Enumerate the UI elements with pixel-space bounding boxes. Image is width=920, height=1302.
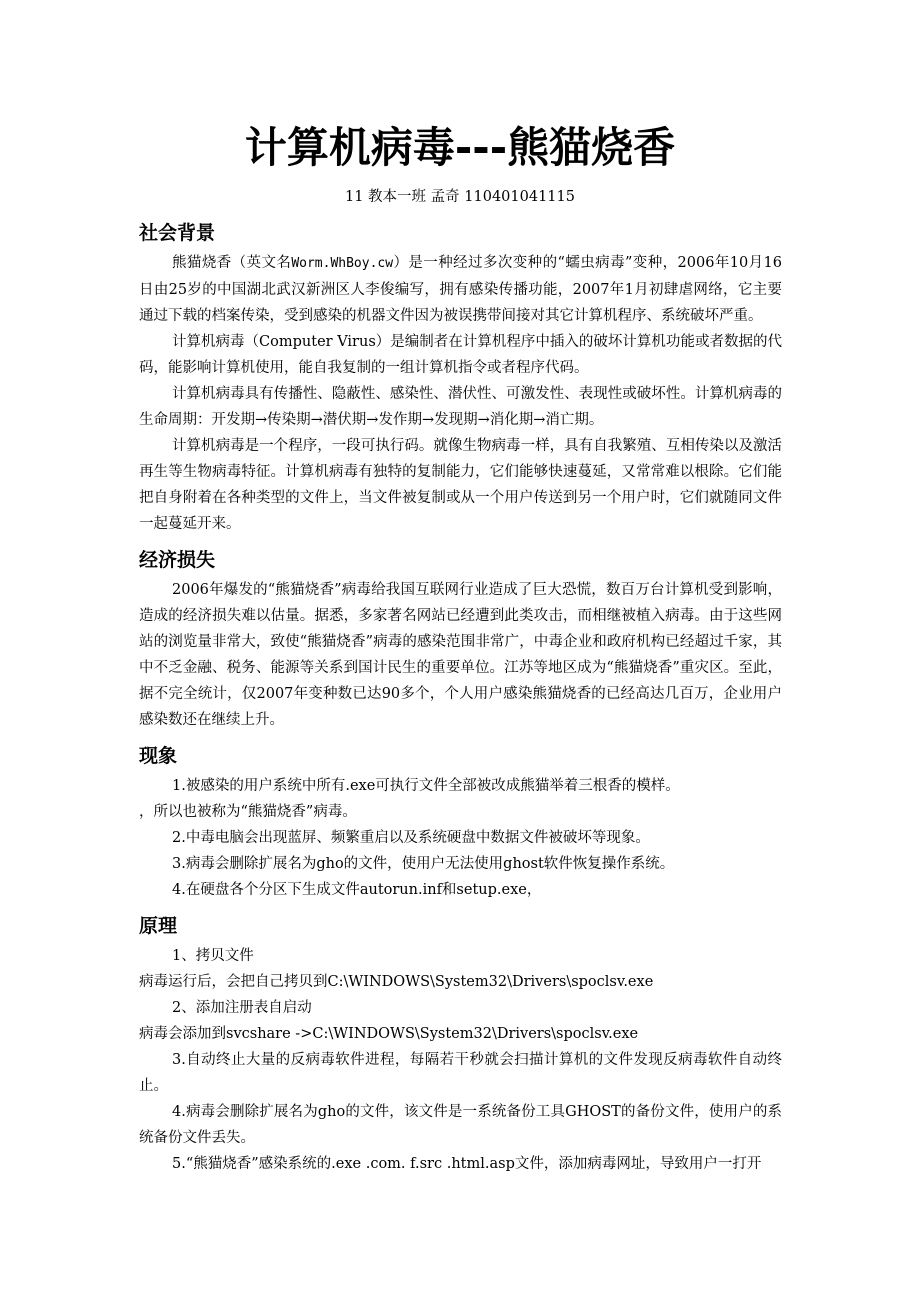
paragraph: 熊猫烧香（英文名Worm.WhBoy.cw）是一种经过多次变种的“蠕虫病毒”变种，2006年10月16日由25岁的中国湖北武汉新洲区人李俊编写，拥有感染传播功能，2007年1月初肆虐网络，它主要通过下载的档案传染，受到感染的机器文件因为被误携带间接对其它计算机程序、系统破坏严重。 — [139, 255, 782, 324]
section-heading-symptoms: 现象 — [139, 745, 178, 767]
paragraph: 2006年爆发的“熊猫烧香”病毒给我国互联网行业造成了巨大恐慌，数百万台计算机受到影响，造成的经济损失难以估量。据悉，多家著名网站已经遭到此类攻击，而相继被植入病毒。由于这些网站的浏览量非常大，致使“熊猫烧香”病毒的感染范围非常广，中毒企业和政府机构已经超过千家，其中不乏金融、税务、能源等关系到国计民生的重要单位。江苏等地区成为“熊猫烧香”重灾区。至此，据不完全统计，仅2007年变种数已达90多个，个人用户感染熊猫烧香的已经高达几百万，企业用户感染数还在继续上升。 — [139, 582, 782, 728]
document-body — [139, 216, 782, 1177]
document-title: 计算机病毒---熊猫烧香 — [244, 123, 676, 172]
paragraph: 计算机病毒具有传播性、隐蔽性、感染性、潜伏性、可激发性、表现性或破坏性。计算机病毒的生命周期：开发期→传染期→潜伏期→发作期→发现期→消化期→消亡期。 — [139, 386, 782, 428]
symptom-line: 4.在硬盘各个分区下生成文件autorun.inf和setup.exe， — [172, 882, 542, 898]
principle-line: 病毒运行后，会把自己拷贝到C:\WINDOWS\System32\Drivers\spoclsv.exe — [139, 974, 654, 990]
principle-line: 病毒会添加到svcshare ->C:\WINDOWS\System32\Drivers\spoclsv.exe — [139, 1026, 639, 1042]
principle-line: 1、拷贝文件 — [172, 948, 254, 964]
paragraph: 计算机病毒（Computer Virus）是编制者在计算机程序中插入的破坏计算机功能或者数据的代码，能影响计算机使用，能自我复制的一组计算机指令或者程序代码。 — [139, 334, 782, 376]
symptom-line: 1.被感染的用户系统中所有.exe可执行文件全部被改成熊猫举着三根香的模样。 — [172, 778, 680, 794]
symptom-line: 3.病毒会删除扩展名为gho的文件，使用户无法使用ghost软件恢复操作系统。 — [172, 856, 675, 872]
symptom-line: ，所以也被称为“熊猫烧香”病毒。 — [139, 804, 357, 820]
section-heading-economic-loss: 经济损失 — [139, 549, 216, 571]
principle-line: 3.自动终止大量的反病毒软件进程，每隔若干秒就会扫描计算机的文件发现反病毒软件自动终止。 — [139, 1052, 782, 1094]
paragraph: 计算机病毒是一个程序，一段可执行码。就像生物病毒一样，具有自我繁殖、互相传染以及激活再生等生物病毒特征。计算机病毒有独特的复制能力，它们能够快速蔓延，又常常难以根除。它们能把自身附着在各种类型的文件上，当文件被复制或从一个用户传送到另一个用户时，它们就随同文件一起蔓延开来。 — [139, 438, 782, 532]
section-heading-principle: 原理 — [139, 915, 178, 937]
principle-line: 5.“熊猫烧香”感染系统的.exe .com. f.src .html.asp文件，添加病毒网址，导致用户一打开 — [172, 1156, 762, 1172]
principle-line: 4.病毒会删除扩展名为gho的文件，该文件是一系统备份工具GHOST的备份文件，使用户的系统备份文件丢失。 — [139, 1104, 782, 1146]
symptom-line: 2.中毒电脑会出现蓝屏、频繁重启以及系统硬盘中数据文件被破坏等现象。 — [172, 830, 650, 846]
document-subtitle: 11 教本一班 孟奇 110401041115 — [345, 189, 575, 205]
principle-line: 2、添加注册表自启动 — [172, 1000, 312, 1016]
section-heading-social-background: 社会背景 — [139, 222, 216, 244]
